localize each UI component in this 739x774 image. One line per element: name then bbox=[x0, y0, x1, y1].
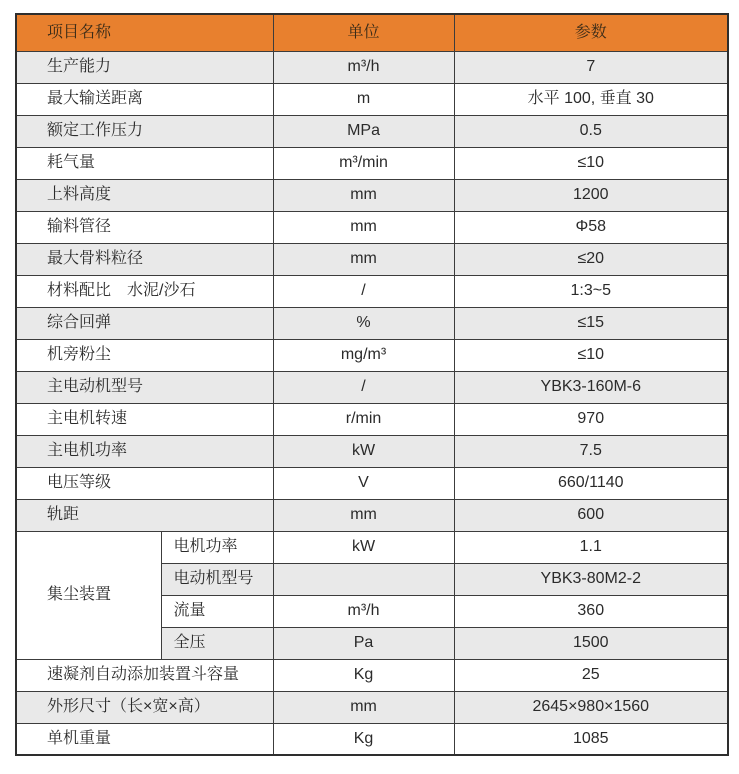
param-cell: 1200 bbox=[454, 179, 728, 211]
param-cell: 水平 100, 垂直 30 bbox=[454, 83, 728, 115]
param-cell: 2645×980×1560 bbox=[454, 691, 728, 723]
unit-cell: m³/h bbox=[273, 595, 454, 627]
unit-cell: Kg bbox=[273, 659, 454, 691]
unit-cell: mm bbox=[273, 243, 454, 275]
item-cell: 轨距 bbox=[16, 499, 273, 531]
unit-cell: mm bbox=[273, 691, 454, 723]
item-cell: 电压等级 bbox=[16, 467, 273, 499]
table-row bbox=[16, 147, 728, 179]
unit-cell: Pa bbox=[273, 627, 454, 659]
table-row bbox=[16, 179, 728, 211]
sub-item-cell: 电机功率 bbox=[161, 531, 273, 563]
header-unit: 单位 bbox=[273, 14, 454, 51]
specification-table bbox=[15, 13, 729, 756]
table-row bbox=[16, 83, 728, 115]
table-row bbox=[16, 403, 728, 435]
param-cell: ≤20 bbox=[454, 243, 728, 275]
param-cell: ≤10 bbox=[454, 147, 728, 179]
item-cell: 机旁粉尘 bbox=[16, 339, 273, 371]
param-cell: 1.1 bbox=[454, 531, 728, 563]
item-cell: 主电机转速 bbox=[16, 403, 273, 435]
param-cell: 360 bbox=[454, 595, 728, 627]
table-row-dust-group bbox=[16, 531, 728, 563]
param-cell: ≤15 bbox=[454, 307, 728, 339]
item-cell: 生产能力 bbox=[16, 51, 273, 83]
table-row bbox=[16, 499, 728, 531]
param-cell: 0.5 bbox=[454, 115, 728, 147]
table-row bbox=[16, 51, 728, 83]
param-cell: ≤10 bbox=[454, 339, 728, 371]
param-cell: Φ58 bbox=[454, 211, 728, 243]
table-row bbox=[16, 307, 728, 339]
unit-cell: m³/min bbox=[273, 147, 454, 179]
param-cell: 25 bbox=[454, 659, 728, 691]
unit-cell: mm bbox=[273, 179, 454, 211]
table-header-row bbox=[16, 14, 728, 51]
table-row bbox=[16, 115, 728, 147]
unit-cell: V bbox=[273, 467, 454, 499]
header-item-name: 项目名称 bbox=[16, 14, 273, 51]
table-row bbox=[16, 371, 728, 403]
param-cell: 970 bbox=[454, 403, 728, 435]
item-cell: 速凝剂自动添加装置斗容量 bbox=[16, 659, 273, 691]
item-cell: 单机重量 bbox=[16, 723, 273, 755]
item-cell: 最大骨料粒径 bbox=[16, 243, 273, 275]
param-cell: 660/1140 bbox=[454, 467, 728, 499]
item-cell: 主电机功率 bbox=[16, 435, 273, 467]
table-row bbox=[16, 339, 728, 371]
unit-cell: / bbox=[273, 275, 454, 307]
item-cell: 输料管径 bbox=[16, 211, 273, 243]
unit-cell: m bbox=[273, 83, 454, 115]
item-cell: 外形尺寸（长×宽×高） bbox=[16, 691, 273, 723]
param-cell: 7.5 bbox=[454, 435, 728, 467]
unit-cell: MPa bbox=[273, 115, 454, 147]
unit-cell: mm bbox=[273, 499, 454, 531]
item-cell: 最大输送距离 bbox=[16, 83, 273, 115]
unit-cell: r/min bbox=[273, 403, 454, 435]
param-cell: YBK3-80M2-2 bbox=[454, 563, 728, 595]
unit-cell: mg/m³ bbox=[273, 339, 454, 371]
item-cell: 额定工作压力 bbox=[16, 115, 273, 147]
unit-cell: m³/h bbox=[273, 51, 454, 83]
unit-cell: kW bbox=[273, 531, 454, 563]
item-cell: 主电动机型号 bbox=[16, 371, 273, 403]
table-row bbox=[16, 243, 728, 275]
item-cell: 耗气量 bbox=[16, 147, 273, 179]
sub-item-cell: 流量 bbox=[161, 595, 273, 627]
table-row bbox=[16, 723, 728, 755]
param-cell: 7 bbox=[454, 51, 728, 83]
unit-cell bbox=[273, 563, 454, 595]
param-cell: 1:3~5 bbox=[454, 275, 728, 307]
sub-item-cell: 全压 bbox=[161, 627, 273, 659]
unit-cell: kW bbox=[273, 435, 454, 467]
unit-cell: mm bbox=[273, 211, 454, 243]
param-cell: YBK3-160M-6 bbox=[454, 371, 728, 403]
item-cell: 上料高度 bbox=[16, 179, 273, 211]
sub-item-cell: 电动机型号 bbox=[161, 563, 273, 595]
dust-collector-group-label: 集尘装置 bbox=[16, 531, 161, 659]
unit-cell: Kg bbox=[273, 723, 454, 755]
param-cell: 600 bbox=[454, 499, 728, 531]
table-row bbox=[16, 467, 728, 499]
unit-cell: / bbox=[273, 371, 454, 403]
header-param: 参数 bbox=[454, 14, 728, 51]
table-row bbox=[16, 659, 728, 691]
unit-cell: % bbox=[273, 307, 454, 339]
param-cell: 1500 bbox=[454, 627, 728, 659]
table-row bbox=[16, 211, 728, 243]
item-cell: 材料配比 水泥/沙石 bbox=[16, 275, 273, 307]
table-row bbox=[16, 691, 728, 723]
item-cell: 综合回弹 bbox=[16, 307, 273, 339]
param-cell: 1085 bbox=[454, 723, 728, 755]
table-row bbox=[16, 435, 728, 467]
table-row bbox=[16, 275, 728, 307]
